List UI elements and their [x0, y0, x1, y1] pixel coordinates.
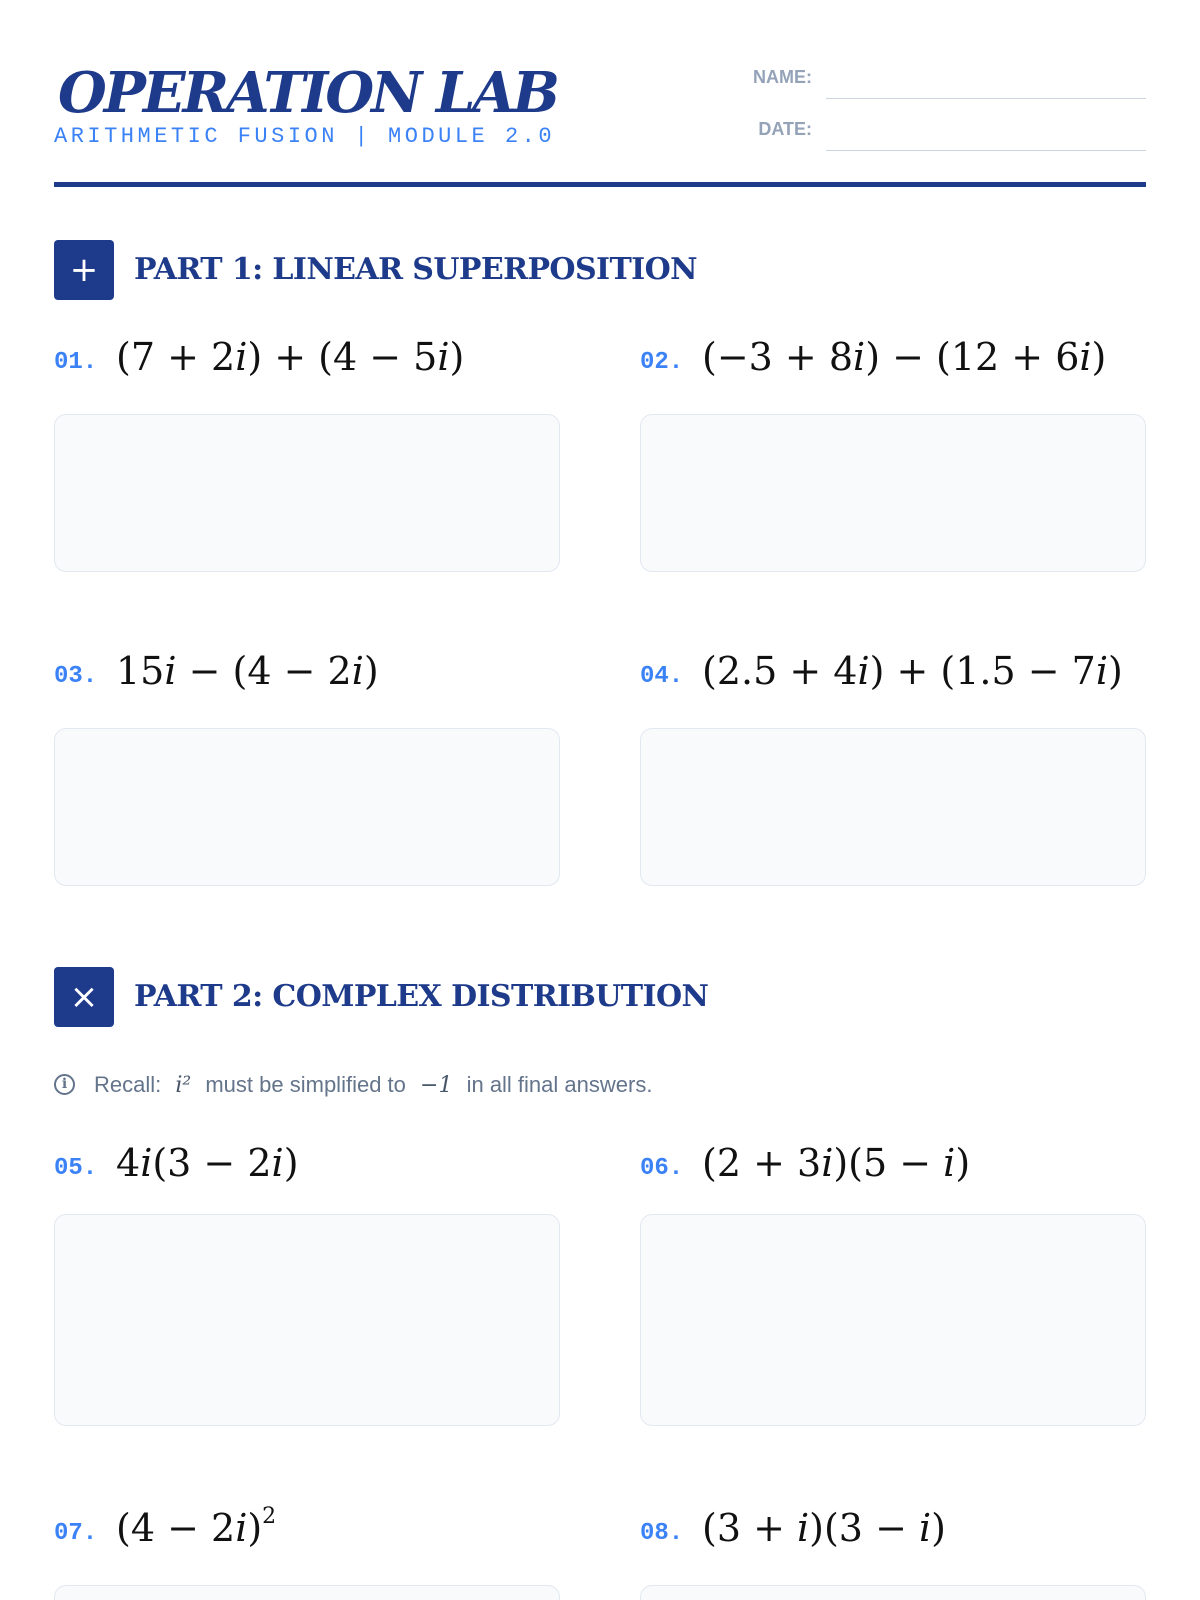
header-divider — [54, 182, 1146, 187]
name-input[interactable] — [826, 76, 1146, 99]
answer-box[interactable] — [640, 1585, 1146, 1600]
name-label: NAME: — [753, 67, 812, 87]
note-middle: must be simplified to — [205, 1072, 406, 1097]
answer-box[interactable] — [54, 728, 560, 886]
problem-number: 03. — [54, 663, 98, 690]
section-title: PART 1: LINEAR SUPERPOSITION — [134, 252, 697, 287]
problem-number: 02. — [640, 349, 684, 376]
problem-number: 04. — [640, 663, 684, 690]
problem-expression: (7 + 2i) + (4 − 5i) — [116, 335, 465, 379]
problem-expression: (−3 + 8i) − (12 + 6i) — [702, 335, 1107, 379]
section-title: PART 2: COMPLEX DISTRIBUTION — [134, 979, 709, 1014]
problem-number: 01. — [54, 349, 98, 376]
answer-box[interactable] — [54, 1585, 560, 1600]
worksheet-subtitle: ARITHMETIC FUSION | MODULE 2.0 — [54, 124, 556, 149]
problem-expression: $(4 - 2i)^2$ — [116, 1504, 277, 1550]
worksheet-page — [54, 0, 1146, 1600]
problem-expression: 15i − (4 − 2i) — [116, 649, 379, 693]
info-icon: i — [54, 1074, 75, 1095]
name-field — [734, 55, 1146, 99]
plus-icon: + — [54, 240, 114, 300]
problem-expression: (2 + 3i)(5 − i) — [702, 1141, 971, 1185]
problem-expression: 4i(3 − 2i) — [116, 1141, 299, 1185]
worksheet-header — [54, 55, 1146, 190]
times-icon: × — [54, 967, 114, 1027]
problem-number: 06. — [640, 1155, 684, 1182]
problem-number: 07. — [54, 1520, 98, 1547]
date-label: DATE: — [758, 119, 812, 139]
section-part-1 — [54, 240, 1146, 300]
problem-number: 05. — [54, 1155, 98, 1182]
problem-expression: (3 + i)(3 − i) — [702, 1506, 946, 1550]
note-term: i² — [175, 1073, 192, 1098]
problem-expression: (2.5 + 4i) + (1.5 − 7i) — [702, 649, 1123, 693]
answer-box[interactable] — [54, 1214, 560, 1426]
note-prefix: Recall: — [94, 1072, 162, 1097]
note-value: −1 — [420, 1073, 453, 1098]
answer-box[interactable] — [640, 1214, 1146, 1426]
date-input[interactable] — [826, 128, 1146, 151]
answer-box[interactable] — [640, 728, 1146, 886]
answer-box[interactable] — [640, 414, 1146, 572]
worksheet-title: OPERATION LAB — [58, 60, 557, 126]
note-text — [94, 1072, 652, 1099]
answer-box[interactable] — [54, 414, 560, 572]
section-part-2 — [54, 967, 1146, 1027]
problem-number: 08. — [640, 1520, 684, 1547]
note-suffix: in all final answers. — [466, 1072, 653, 1097]
date-field — [734, 107, 1146, 151]
